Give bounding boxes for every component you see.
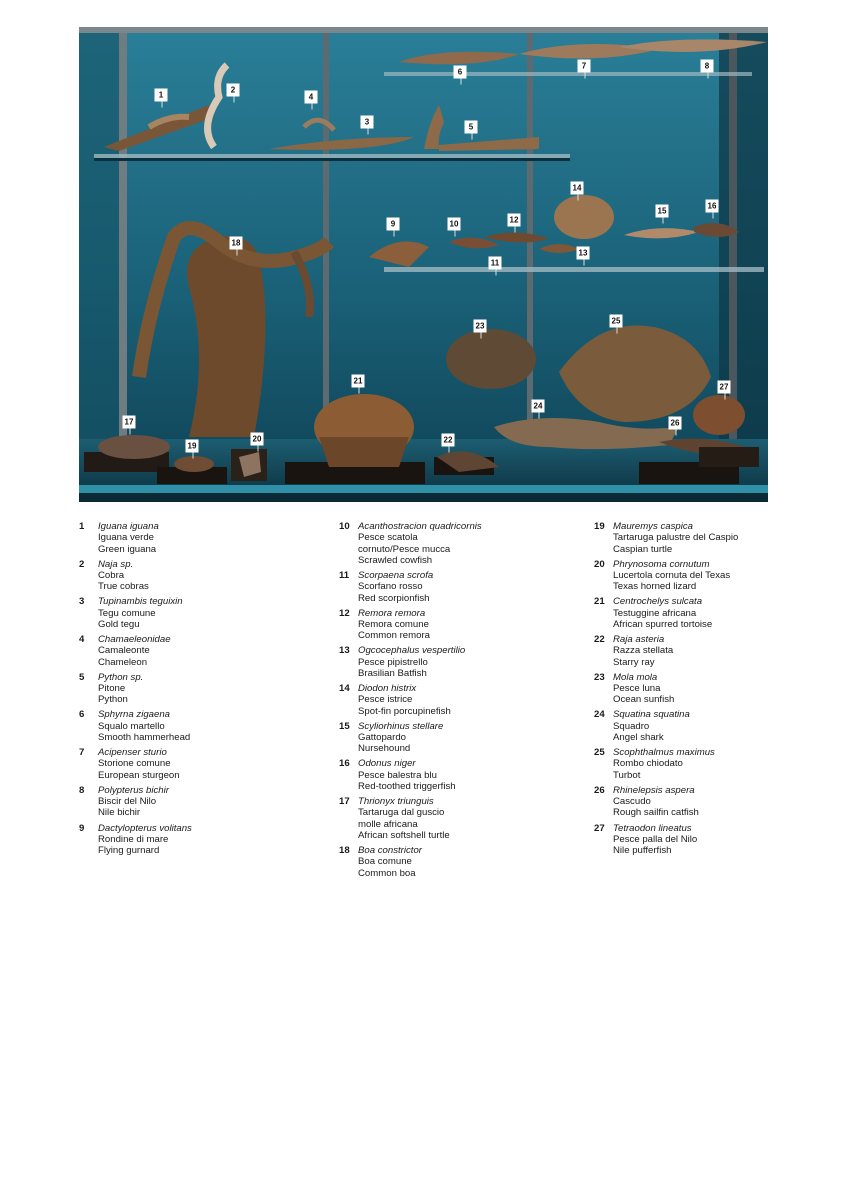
legend-entry	[339, 683, 579, 717]
common-name: Chameleon	[98, 656, 148, 668]
specimen-marker: 19	[186, 440, 199, 453]
common-name: Camaleonte	[98, 645, 150, 657]
common-name: Biscir del Nilo	[98, 796, 157, 808]
legend-entry	[339, 521, 579, 566]
entry-number: 17	[339, 796, 350, 808]
entry-number: 10	[339, 521, 350, 532]
legend-entry	[594, 785, 834, 819]
common-name: Remora comune	[358, 618, 429, 630]
specimen-marker: 4	[305, 91, 318, 104]
common-name: Smooth hammerhead	[98, 732, 191, 744]
entry-number: 14	[339, 683, 350, 695]
scientific-name: Tetraodon lineatus	[613, 822, 692, 834]
common-name: Boa comune	[358, 856, 412, 868]
specimen-marker: 17	[123, 416, 136, 429]
specimen-marker: 5	[465, 121, 478, 134]
entry-number: 21	[594, 596, 605, 608]
display-case-photo	[79, 27, 768, 502]
common-name: Pesce luna	[613, 683, 661, 695]
common-name: Turbot	[613, 769, 641, 781]
specimen-marker: 18	[230, 237, 243, 250]
common-name: Storione comune	[98, 758, 171, 770]
specimen-marker: 23	[474, 320, 487, 333]
legend-entry	[339, 796, 579, 841]
common-name: European sturgeon	[98, 769, 180, 781]
legend-entry	[79, 596, 319, 630]
scientific-name: Chamaeleonidae	[98, 634, 171, 646]
scientific-name: Scorpaena scrofa	[358, 569, 434, 581]
common-name: Caspian turtle	[613, 543, 673, 555]
common-name: Pesce balestra blu	[358, 769, 437, 781]
scientific-name: Mauremys caspica	[613, 521, 693, 532]
scientific-name: Boa constrictor	[358, 845, 422, 857]
common-name: Common remora	[358, 630, 430, 642]
scientific-name: Remora remora	[358, 607, 426, 619]
common-name: Pesce scatola	[358, 532, 418, 544]
common-name: Razza stellata	[613, 645, 674, 657]
common-name: Lucertola cornuta del Texas	[613, 569, 731, 581]
scientific-name: Polypterus bichir	[98, 784, 169, 796]
specimen-marker: 6	[454, 66, 467, 79]
common-name: Pesce pipistrello	[358, 656, 428, 668]
legend-entry	[79, 785, 319, 819]
common-name: Scrawled cowfish	[358, 554, 433, 566]
common-name: Nile pufferfish	[613, 845, 672, 857]
legend-entry	[339, 570, 579, 604]
scientific-name: Ogcocephalus vespertilio	[358, 645, 466, 657]
common-name: Rondine di mare	[98, 833, 169, 845]
legend-entry	[339, 608, 579, 642]
scientific-name: Raja asteria	[613, 634, 665, 646]
scientific-name: Python sp.	[98, 671, 144, 683]
common-name: Angel shark	[613, 732, 664, 744]
entry-number: 9	[79, 822, 85, 834]
common-name: Red scorpionfish	[358, 592, 430, 604]
entry-number: 20	[594, 558, 605, 570]
legend-entry	[594, 709, 834, 743]
legend-entry	[594, 823, 834, 857]
entry-number: 7	[79, 747, 85, 759]
common-name: Nursehound	[358, 743, 411, 755]
legend-entry	[79, 747, 319, 781]
common-name: Pesce palla del Nilo	[613, 833, 698, 845]
scientific-name: Mola mola	[613, 671, 658, 683]
common-name: African spurred tortoise	[613, 618, 713, 630]
entry-number: 8	[79, 784, 85, 796]
common-name: Green iguana	[98, 543, 157, 555]
specimen-marker: 2	[227, 84, 240, 97]
scientific-name: Diodon histrix	[358, 683, 417, 695]
common-name: Scorfano rosso	[358, 581, 423, 593]
scientific-name: Sphyrna zigaena	[98, 709, 171, 721]
common-name: Testuggine africana	[613, 607, 697, 619]
legend-entry	[79, 521, 319, 555]
scientific-name: Naja sp.	[98, 558, 134, 570]
legend-entry	[594, 634, 834, 668]
entry-number: 15	[339, 720, 350, 732]
common-name: Nile bichir	[98, 807, 141, 819]
common-name: Tegu comune	[98, 607, 156, 619]
entry-number: 16	[339, 758, 350, 770]
specimen-marker: 21	[352, 375, 365, 388]
common-name: Starry ray	[613, 656, 655, 668]
common-name: Tartaruga palustre del Caspio	[613, 532, 739, 544]
common-name: cornuto/Pesce mucca	[358, 543, 451, 555]
entry-number: 25	[594, 747, 605, 759]
common-name: Gattopardo	[358, 732, 407, 744]
scientific-name: Phrynosoma cornutum	[613, 558, 710, 570]
scientific-name: Thrionyx triunguis	[358, 796, 434, 808]
entry-number: 12	[339, 607, 350, 619]
legend-entry	[594, 521, 834, 555]
specimen-marker: 13	[577, 247, 590, 260]
scientific-name: Tupinambis teguixin	[98, 596, 183, 608]
entry-number: 18	[339, 845, 350, 857]
scientific-name: Dactylopterus volitans	[98, 822, 192, 834]
scientific-name: Odonus niger	[358, 758, 416, 770]
common-name: Brasilian Batfish	[358, 667, 427, 679]
common-name: molle africana	[358, 818, 418, 830]
scientific-name: Centrochelys sulcata	[613, 596, 703, 608]
legend-column-2	[339, 521, 579, 883]
specimen-marker: 8	[701, 60, 714, 73]
legend-entry	[594, 672, 834, 706]
common-name: Squadro	[613, 720, 650, 732]
legend-entry	[339, 645, 579, 679]
entry-number: 23	[594, 671, 605, 683]
specimen-marker: 24	[532, 400, 545, 413]
common-name: Common boa	[358, 867, 416, 879]
entry-number: 5	[79, 671, 85, 683]
entry-number: 6	[79, 709, 85, 721]
common-name: Ocean sunfish	[613, 694, 675, 706]
specimen-marker: 3	[361, 116, 374, 129]
legend-entry	[339, 758, 579, 792]
legend-entry	[79, 823, 319, 857]
specimen-marker: 9	[387, 218, 400, 231]
legend-entry	[79, 672, 319, 706]
entry-number: 1	[79, 521, 85, 532]
entry-number: 4	[79, 634, 85, 646]
scientific-name: Iguana iguana	[98, 521, 159, 532]
legend-entry	[594, 747, 834, 781]
legend-entry	[79, 559, 319, 593]
legend-entry	[339, 721, 579, 755]
specimen-marker: 7	[578, 60, 591, 73]
scientific-name: Acipenser sturio	[98, 747, 167, 759]
legend-entry	[594, 559, 834, 593]
common-name: Squalo martello	[98, 720, 165, 732]
common-name: Python	[98, 694, 128, 706]
legend-column-3	[594, 521, 834, 860]
common-name: Iguana verde	[98, 532, 155, 544]
entry-number: 2	[79, 558, 85, 570]
entry-number: 19	[594, 521, 605, 532]
common-name: True cobras	[98, 581, 149, 593]
entry-number: 3	[79, 596, 85, 608]
common-name: African softshell turtle	[358, 830, 450, 841]
specimen-marker: 16	[706, 200, 719, 213]
legend-entry	[594, 596, 834, 630]
legend-entry	[79, 709, 319, 743]
specimen-marker: 27	[718, 381, 731, 394]
specimen-marker: 14	[571, 182, 584, 195]
specimen-marker: 12	[508, 214, 521, 227]
common-name: Tartaruga dal guscio	[358, 807, 445, 819]
common-name: Rough sailfin catfish	[613, 807, 699, 819]
entry-number: 11	[339, 569, 350, 581]
common-name: Pesce istrice	[358, 694, 413, 706]
common-name: Gold tegu	[98, 618, 140, 630]
common-name: Spot-fin porcupinefish	[358, 705, 451, 717]
entry-number: 24	[594, 709, 605, 721]
scientific-name: Scyliorhinus stellare	[358, 720, 444, 732]
entry-number: 26	[594, 784, 605, 796]
specimen-marker: 10	[448, 218, 461, 231]
scientific-name: Rhinelepsis aspera	[613, 784, 695, 796]
common-name: Cobra	[98, 569, 125, 581]
common-name: Texas horned lizard	[613, 581, 697, 593]
display-case-illustration	[79, 27, 768, 502]
specimen-marker: 15	[656, 205, 669, 218]
legend-entry	[79, 634, 319, 668]
common-name: Rombo chiodato	[613, 758, 683, 770]
common-name: Flying gurnard	[98, 845, 160, 857]
specimen-marker: 1	[155, 89, 168, 102]
scientific-name: Scophthalmus maximus	[613, 747, 715, 759]
legend-column-1	[79, 521, 319, 860]
entry-number: 27	[594, 822, 605, 834]
scientific-name: Acanthostracion quadricornis	[358, 521, 482, 532]
specimen-marker: 26	[669, 417, 682, 430]
common-name: Red-toothed triggerfish	[358, 781, 456, 793]
specimen-marker: 20	[251, 433, 264, 446]
entry-number: 13	[339, 645, 350, 657]
specimen-marker: 11	[489, 257, 502, 270]
legend-entry	[339, 845, 579, 879]
specimen-marker: 22	[442, 434, 455, 447]
entry-number: 22	[594, 634, 605, 646]
common-name: Pitone	[98, 683, 126, 695]
scientific-name: Squatina squatina	[613, 709, 690, 721]
common-name: Cascudo	[613, 796, 651, 808]
specimen-marker: 25	[610, 315, 623, 328]
